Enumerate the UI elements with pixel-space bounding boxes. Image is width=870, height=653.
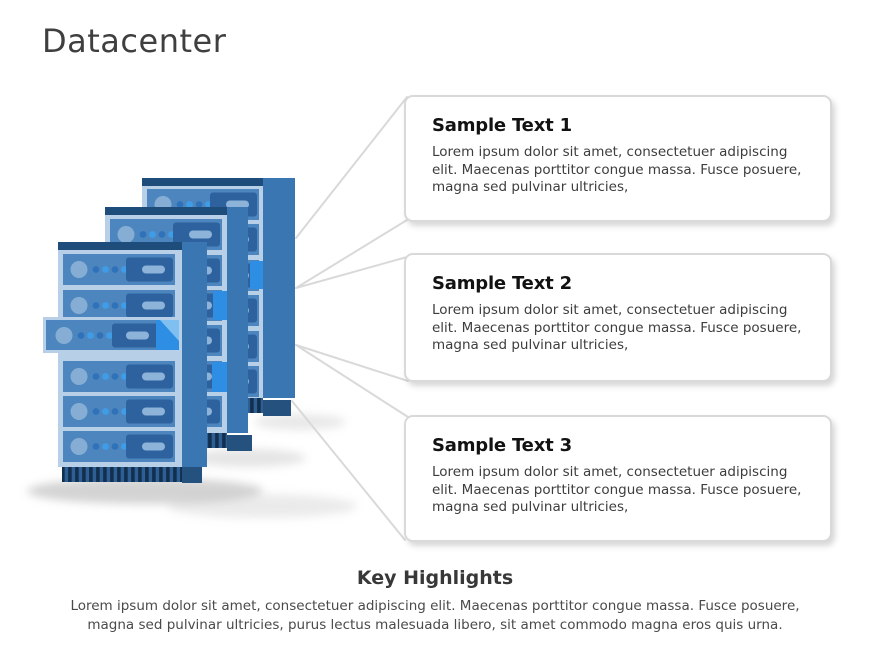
callout-2-body: Lorem ipsum dolor sit amet, consectetuer adipiscing elit. Maecenas porttitor congue massa. Fusce posuere, magna sed pulvinar ultricies, xyxy=(432,302,802,354)
key-highlights-title: Key Highlights xyxy=(356,567,514,589)
callout-1-body: Lorem ipsum dolor sit amet, consectetuer adipiscing elit. Maecenas porttitor congue massa. Fusce posuere, magna sed pulvinar ultricies, xyxy=(432,144,802,196)
connector-lines xyxy=(292,97,408,540)
key-highlights-body: Lorem ipsum dolor sit amet, consectetuer adipiscing elit. Maecenas porttitor congue massa. Fusce posuere, magna sed pulvinar ultricies, purus lectus malesuada libero, sit amet commodo magna eros quis urna. xyxy=(70,598,800,633)
page-title: Datacenter xyxy=(42,22,227,60)
server-rack-front xyxy=(43,242,207,483)
callout-box-1 xyxy=(404,95,832,222)
key-highlights-section xyxy=(0,566,870,634)
pulled-server-unit xyxy=(43,317,182,353)
callout-box-2 xyxy=(404,253,832,382)
callout-3-body: Lorem ipsum dolor sit amet, consectetuer adipiscing elit. Maecenas porttitor congue massa. Fusce posuere, magna sed pulvinar ultricies, xyxy=(432,464,802,516)
callout-2-title: Sample Text 2 xyxy=(432,273,572,294)
callout-1-title: Sample Text 1 xyxy=(432,115,572,136)
callout-box-3 xyxy=(404,415,832,542)
callout-3-title: Sample Text 3 xyxy=(432,435,572,456)
